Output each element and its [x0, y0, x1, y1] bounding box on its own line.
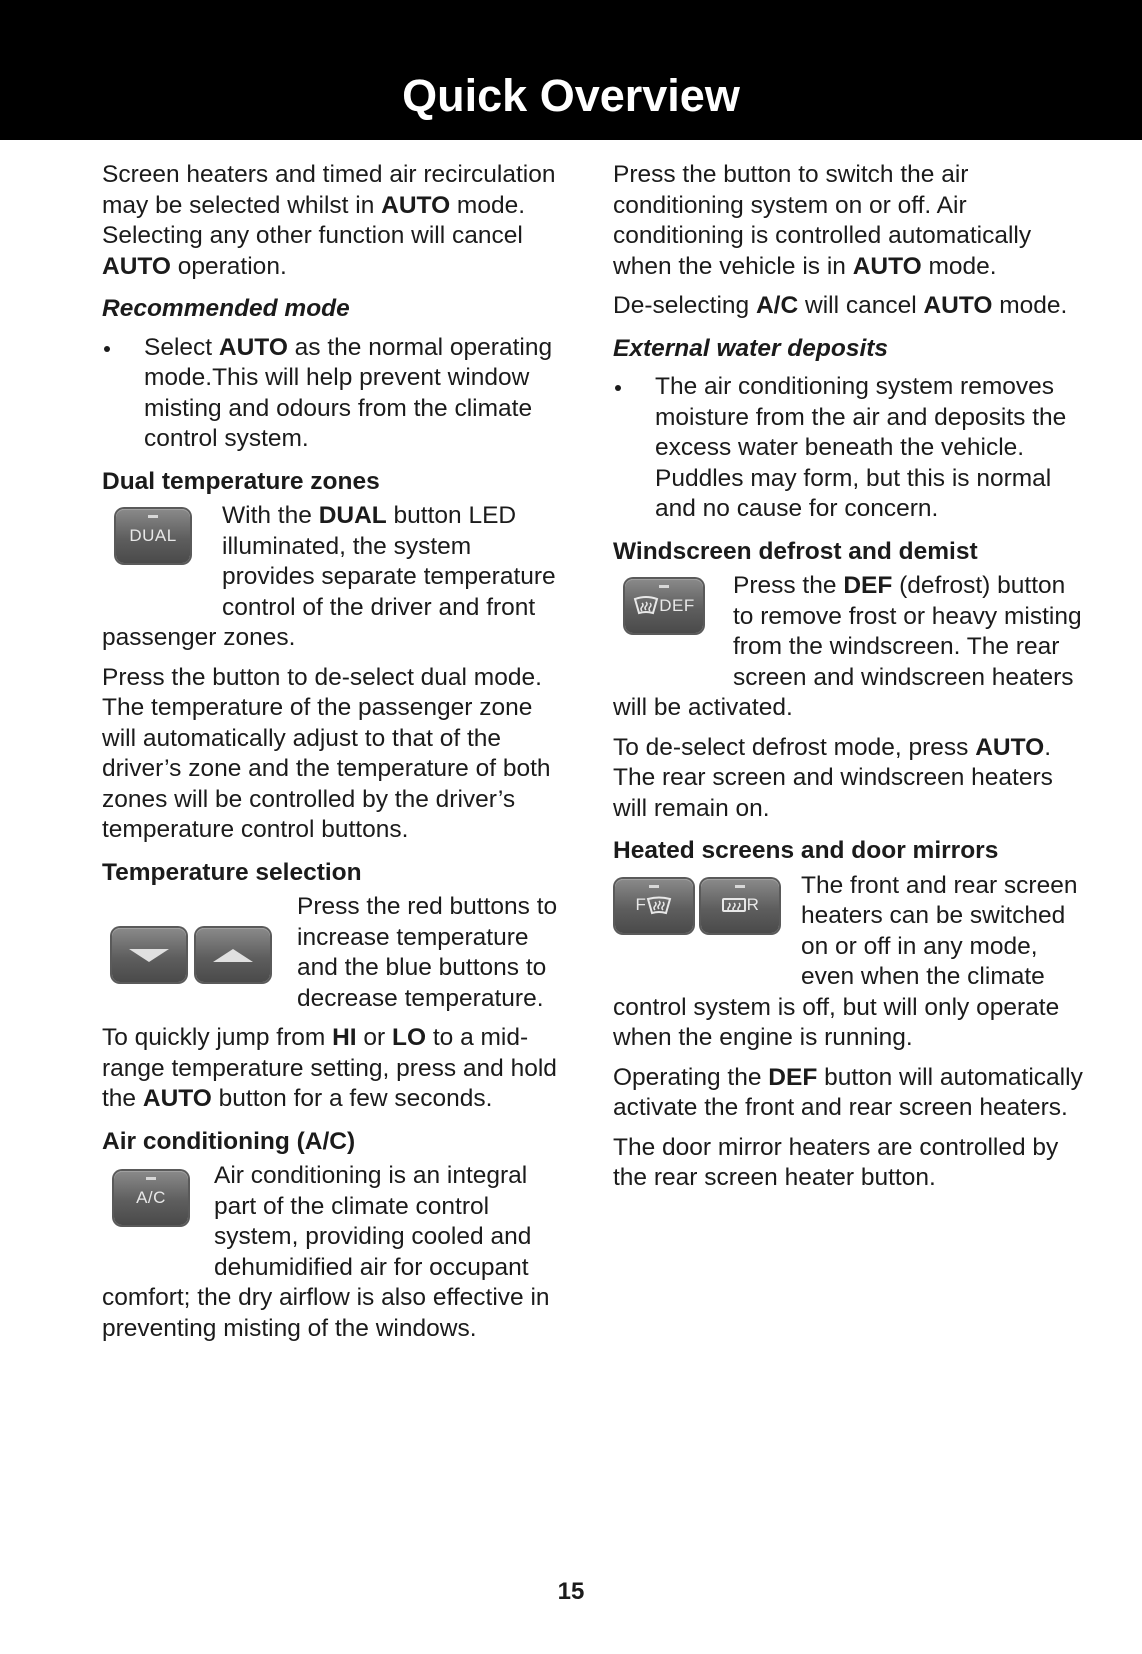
- temperature-paragraph-2: To quickly jump from HI or LO to a mid-range temperature setting, press and hold the AUTO button for a few seconds.: [102, 1024, 557, 1112]
- led-indicator: [146, 1177, 156, 1180]
- heated-paragraph-1: The front and rear screen heaters can be switched on or off in any mode, even when the climate control system is off, but will only operate when the engine is running.: [613, 871, 1078, 1051]
- page-title: Quick Overview: [402, 70, 740, 121]
- heated-paragraph-2: Operating the DEF button will automatically activate the front and rear screen heaters.: [613, 1063, 1083, 1121]
- led-indicator: [659, 585, 669, 588]
- ac-button-label: A/C: [136, 1187, 166, 1207]
- ac-paragraph-2: Press the button to switch the air conditioning system on or off. Air conditioning is controlled automatically when the vehicle is in AUTO mode.: [613, 161, 1032, 280]
- defrost-paragraph-2: To de-select defrost mode, press AUTO. The rear screen and windscreen heaters will remain on.: [613, 733, 1053, 822]
- list-item: Select AUTO as the normal operating mode.This will help prevent window misting and odours from the climate control system.: [102, 333, 564, 455]
- left-column: [102, 160, 564, 1353]
- front-screen-heater-icon: [646, 896, 672, 916]
- ac-button-icon: [114, 1171, 188, 1225]
- rear-screen-heater-button-icon: [701, 879, 779, 933]
- ac-paragraph-3: De-selecting A/C will cancel AUTO mode.: [613, 292, 1068, 319]
- dual-paragraph-1: With the DUAL button LED illuminated, the system provides separate temperature control of the driver and front passenger zones.: [102, 502, 556, 651]
- ac-button-figure: [102, 1161, 214, 1253]
- external-water-heading: External water deposits: [613, 334, 889, 362]
- screen-heater-buttons-figure: [613, 871, 801, 963]
- temperature-down-button-icon: [112, 928, 186, 982]
- rear-heater-label: R: [746, 895, 760, 915]
- heated-paragraph-3: The door mirror heaters are controlled by the rear screen heater button.: [613, 1133, 1059, 1191]
- arrow-up-icon: [213, 949, 253, 962]
- defrost-heading: Windscreen defrost and demist: [613, 537, 978, 565]
- front-heater-label: F: [635, 895, 647, 915]
- air-conditioning-heading: Air conditioning (A/C): [102, 1127, 356, 1155]
- def-button-icon: [625, 579, 703, 633]
- dual-button-label: DUAL: [129, 525, 177, 545]
- windscreen-defrost-icon: [633, 595, 659, 617]
- list-item: The air conditioning system removes moisture from the air and deposits the excess water beneath the vehicle. Puddles may form, but this is normal and no cause for concern.: [613, 372, 1083, 525]
- dual-button-icon: [116, 509, 190, 563]
- ac-paragraph-1: Air conditioning is an integral part of the climate control system, providing cooled and dehumidified air for occupant comfort; the dry airflow is also effective in preventing misting of the windows.: [102, 1162, 550, 1342]
- right-column: [613, 160, 1083, 1203]
- def-button-label: DEF: [659, 595, 695, 615]
- led-indicator: [649, 885, 659, 888]
- led-indicator: [148, 515, 158, 518]
- header-bar: [0, 0, 1142, 140]
- rear-screen-heater-icon: [721, 896, 747, 916]
- temperature-paragraph-1: Press the red buttons to increase temperature and the blue buttons to decrease temperature.: [297, 893, 558, 1012]
- page-number: 15: [557, 1578, 585, 1605]
- front-screen-heater-button-icon: [615, 879, 693, 933]
- recommended-mode-list: [102, 333, 564, 455]
- recommended-mode-heading: Recommended mode: [102, 295, 350, 322]
- heated-screens-heading: Heated screens and door mirrors: [613, 837, 999, 864]
- defrost-paragraph-1: Press the DEF (defrost) button to remove frost or heavy misting from the windscreen. The rear screen and windscreen heaters will be activated.: [613, 572, 1082, 721]
- dual-paragraph-2: Press the button to de-select dual mode. The temperature of the passenger zone will automatically adjust to that of the driver’s zone and the temperature of both zones will be controlled by the driver’s temperature control buttons.: [102, 663, 551, 843]
- intro-paragraph: Screen heaters and timed air recirculation may be selected whilst in AUTO mode. Selecting any other function will cancel AUTO operation.: [102, 161, 556, 280]
- temperature-selection-heading: Temperature selection: [102, 858, 362, 886]
- temperature-up-button-icon: [196, 928, 270, 982]
- dual-button-figure: [102, 501, 222, 593]
- led-indicator: [735, 885, 745, 888]
- dual-zones-heading: Dual temperature zones: [102, 467, 380, 495]
- def-button-figure: [613, 571, 733, 663]
- external-water-list: [613, 372, 1083, 525]
- temperature-buttons-figure: [102, 892, 297, 1014]
- arrow-down-icon: [129, 949, 169, 962]
